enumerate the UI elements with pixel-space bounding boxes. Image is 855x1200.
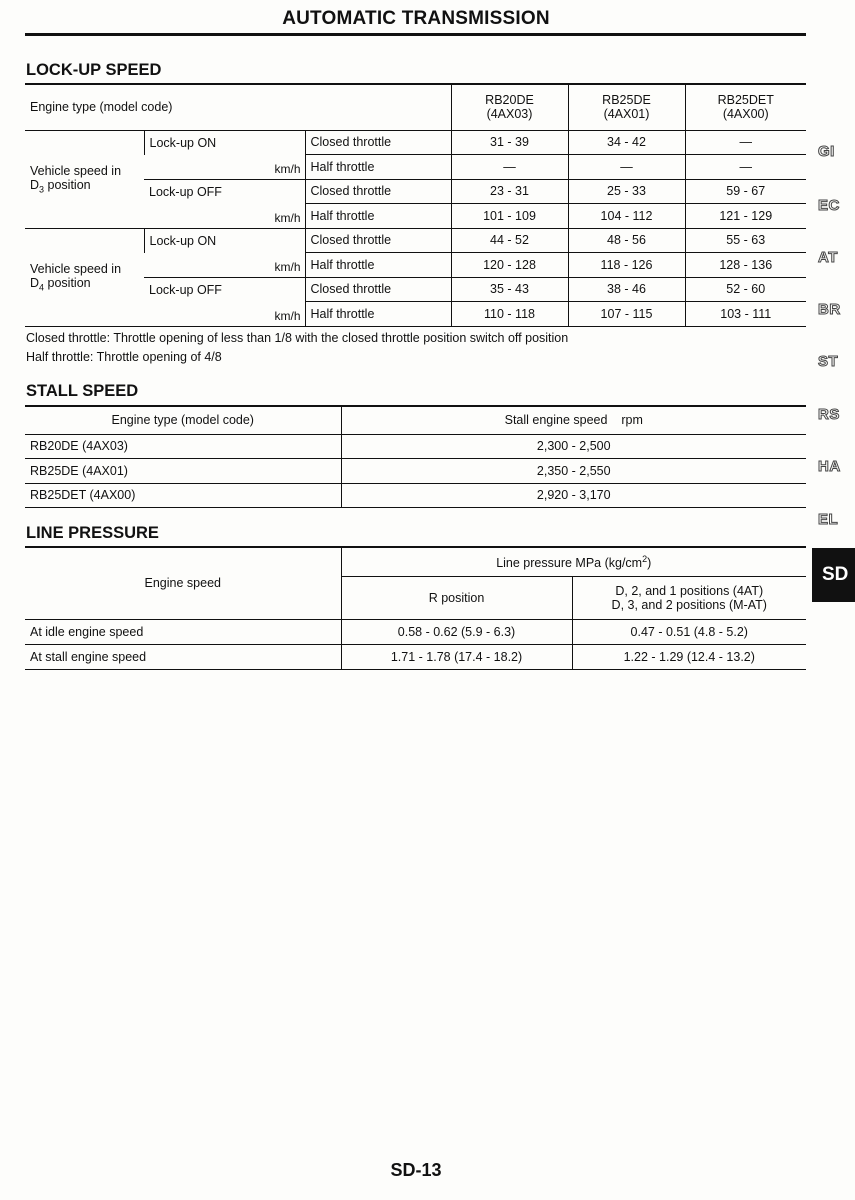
stall-engine: RB25DE (4AX01) [25,459,341,484]
note-half-throttle: Half throttle: Throttle opening of 4/8 [26,350,222,364]
lockup-mode: Lock-up ON [144,228,305,253]
value-cell: — [568,155,685,180]
note-closed-throttle: Closed throttle: Throttle opening of less than 1/8 with the closed throttle position switch off position [26,331,569,345]
throttle-cell: Half throttle [305,253,451,278]
throttle-cell: Closed throttle [305,130,451,155]
value-cell: 55 - 63 [685,228,806,253]
stall-speed: 2,350 - 2,550 [341,459,806,484]
value-cell: 107 - 115 [568,302,685,327]
value-cell: 52 - 60 [685,277,806,302]
side-tab-st[interactable]: ST [818,353,839,370]
value-cell: 38 - 46 [568,277,685,302]
unit-kmh: km/h [274,259,301,274]
line-col-d-positions: D, 2, and 1 positions (4AT) D, 3, and 2 positions (M-AT) [572,576,806,619]
line-pressure-table [25,546,806,670]
line-col-engine-speed: Engine speed [25,547,341,619]
line-engine-speed: At idle engine speed [25,619,341,644]
side-tab-gi[interactable]: GI [818,143,835,160]
value-cell: 59 - 67 [685,179,806,204]
line-engine-speed: At stall engine speed [25,644,341,669]
stall-heading: STALL SPEED [26,382,139,400]
value-cell: 25 - 33 [568,179,685,204]
vehicle-speed-d4-label: Vehicle speed in $D_4$ position [25,228,144,326]
page-number: SD-13 [390,1160,442,1180]
side-tab-ha[interactable]: HA [818,458,841,475]
value-cell: 118 - 126 [568,253,685,278]
throttle-cell: Closed throttle [305,277,451,302]
value-cell: 110 - 118 [451,302,568,327]
line-r-value: 0.58 - 0.62 (5.9 - 6.3) [341,619,572,644]
value-cell: — [685,155,806,180]
page-title: AUTOMATIC TRANSMISSION [282,8,550,29]
value-cell: — [451,155,568,180]
value-cell: 121 - 129 [685,204,806,229]
stall-engine: RB20DE (4AX03) [25,434,341,459]
side-tab-ec[interactable]: EC [818,197,840,214]
value-cell: 101 - 109 [451,204,568,229]
model-header: RB20DE (4AX03) [451,84,568,130]
line-pressure-group-header: Line pressure MPa $(kg/cm^2)$ [341,547,806,576]
line-d-value: 1.22 - 1.29 (12.4 - 13.2) [572,644,806,669]
value-cell: 35 - 43 [451,277,568,302]
value-cell: 23 - 31 [451,179,568,204]
value-cell: 31 - 39 [451,130,568,155]
value-cell: 44 - 52 [451,228,568,253]
side-tab-at[interactable]: AT [818,249,838,266]
throttle-cell: Closed throttle [305,228,451,253]
side-tab-br[interactable]: BR [818,301,841,318]
side-tab-el[interactable]: EL [818,511,839,528]
value-cell: 120 - 128 [451,253,568,278]
vehicle-speed-d3-label: Vehicle speed in $D_3$ position [25,130,144,228]
stall-speed: 2,300 - 2,500 [341,434,806,459]
throttle-cell: Closed throttle [305,179,451,204]
unit-kmh: km/h [274,308,301,323]
line-pressure-heading: LINE PRESSURE [26,524,159,542]
line-d-value: 0.47 - 0.51 (4.8 - 5.2) [572,619,806,644]
stall-engine: RB25DET (4AX00) [25,483,341,508]
engine-type-label: Engine type (model code) [25,84,451,130]
model-header: RB25DE (4AX01) [568,84,685,130]
value-cell: 128 - 136 [685,253,806,278]
value-cell: 104 - 112 [568,204,685,229]
line-r-value: 1.71 - 1.78 (17.4 - 18.2) [341,644,572,669]
unit-cell [144,302,305,327]
throttle-cell: Half throttle [305,302,451,327]
stall-col-speed: Stall engine speed rpm [341,406,806,434]
unit-cell [144,204,305,229]
lockup-speed-table [25,83,806,327]
value-cell: — [685,130,806,155]
lockup-mode: Lock-up ON [144,130,305,155]
lockup-heading: LOCK-UP SPEED [26,61,162,79]
title-rule [25,33,806,36]
throttle-cell: Half throttle [305,155,451,180]
value-cell: 103 - 111 [685,302,806,327]
stall-speed: 2,920 - 3,170 [341,483,806,508]
unit-cell [144,155,305,180]
stall-speed-table [25,405,806,508]
unit-cell [144,253,305,278]
line-col-r-position: R position [341,576,572,619]
value-cell: 48 - 56 [568,228,685,253]
lockup-mode: Lock-up OFF [149,184,222,199]
unit-kmh: km/h [274,161,301,176]
value-cell: 34 - 42 [568,130,685,155]
throttle-cell: Half throttle [305,204,451,229]
model-header: RB25DET (4AX00) [685,84,806,130]
side-tab-sd-active[interactable]: SD [812,548,855,602]
side-tab-rs[interactable]: RS [818,406,840,423]
lockup-mode: Lock-up OFF [149,282,222,297]
stall-col-engine-type: Engine type (model code) [25,406,341,434]
unit-kmh: km/h [274,210,301,225]
